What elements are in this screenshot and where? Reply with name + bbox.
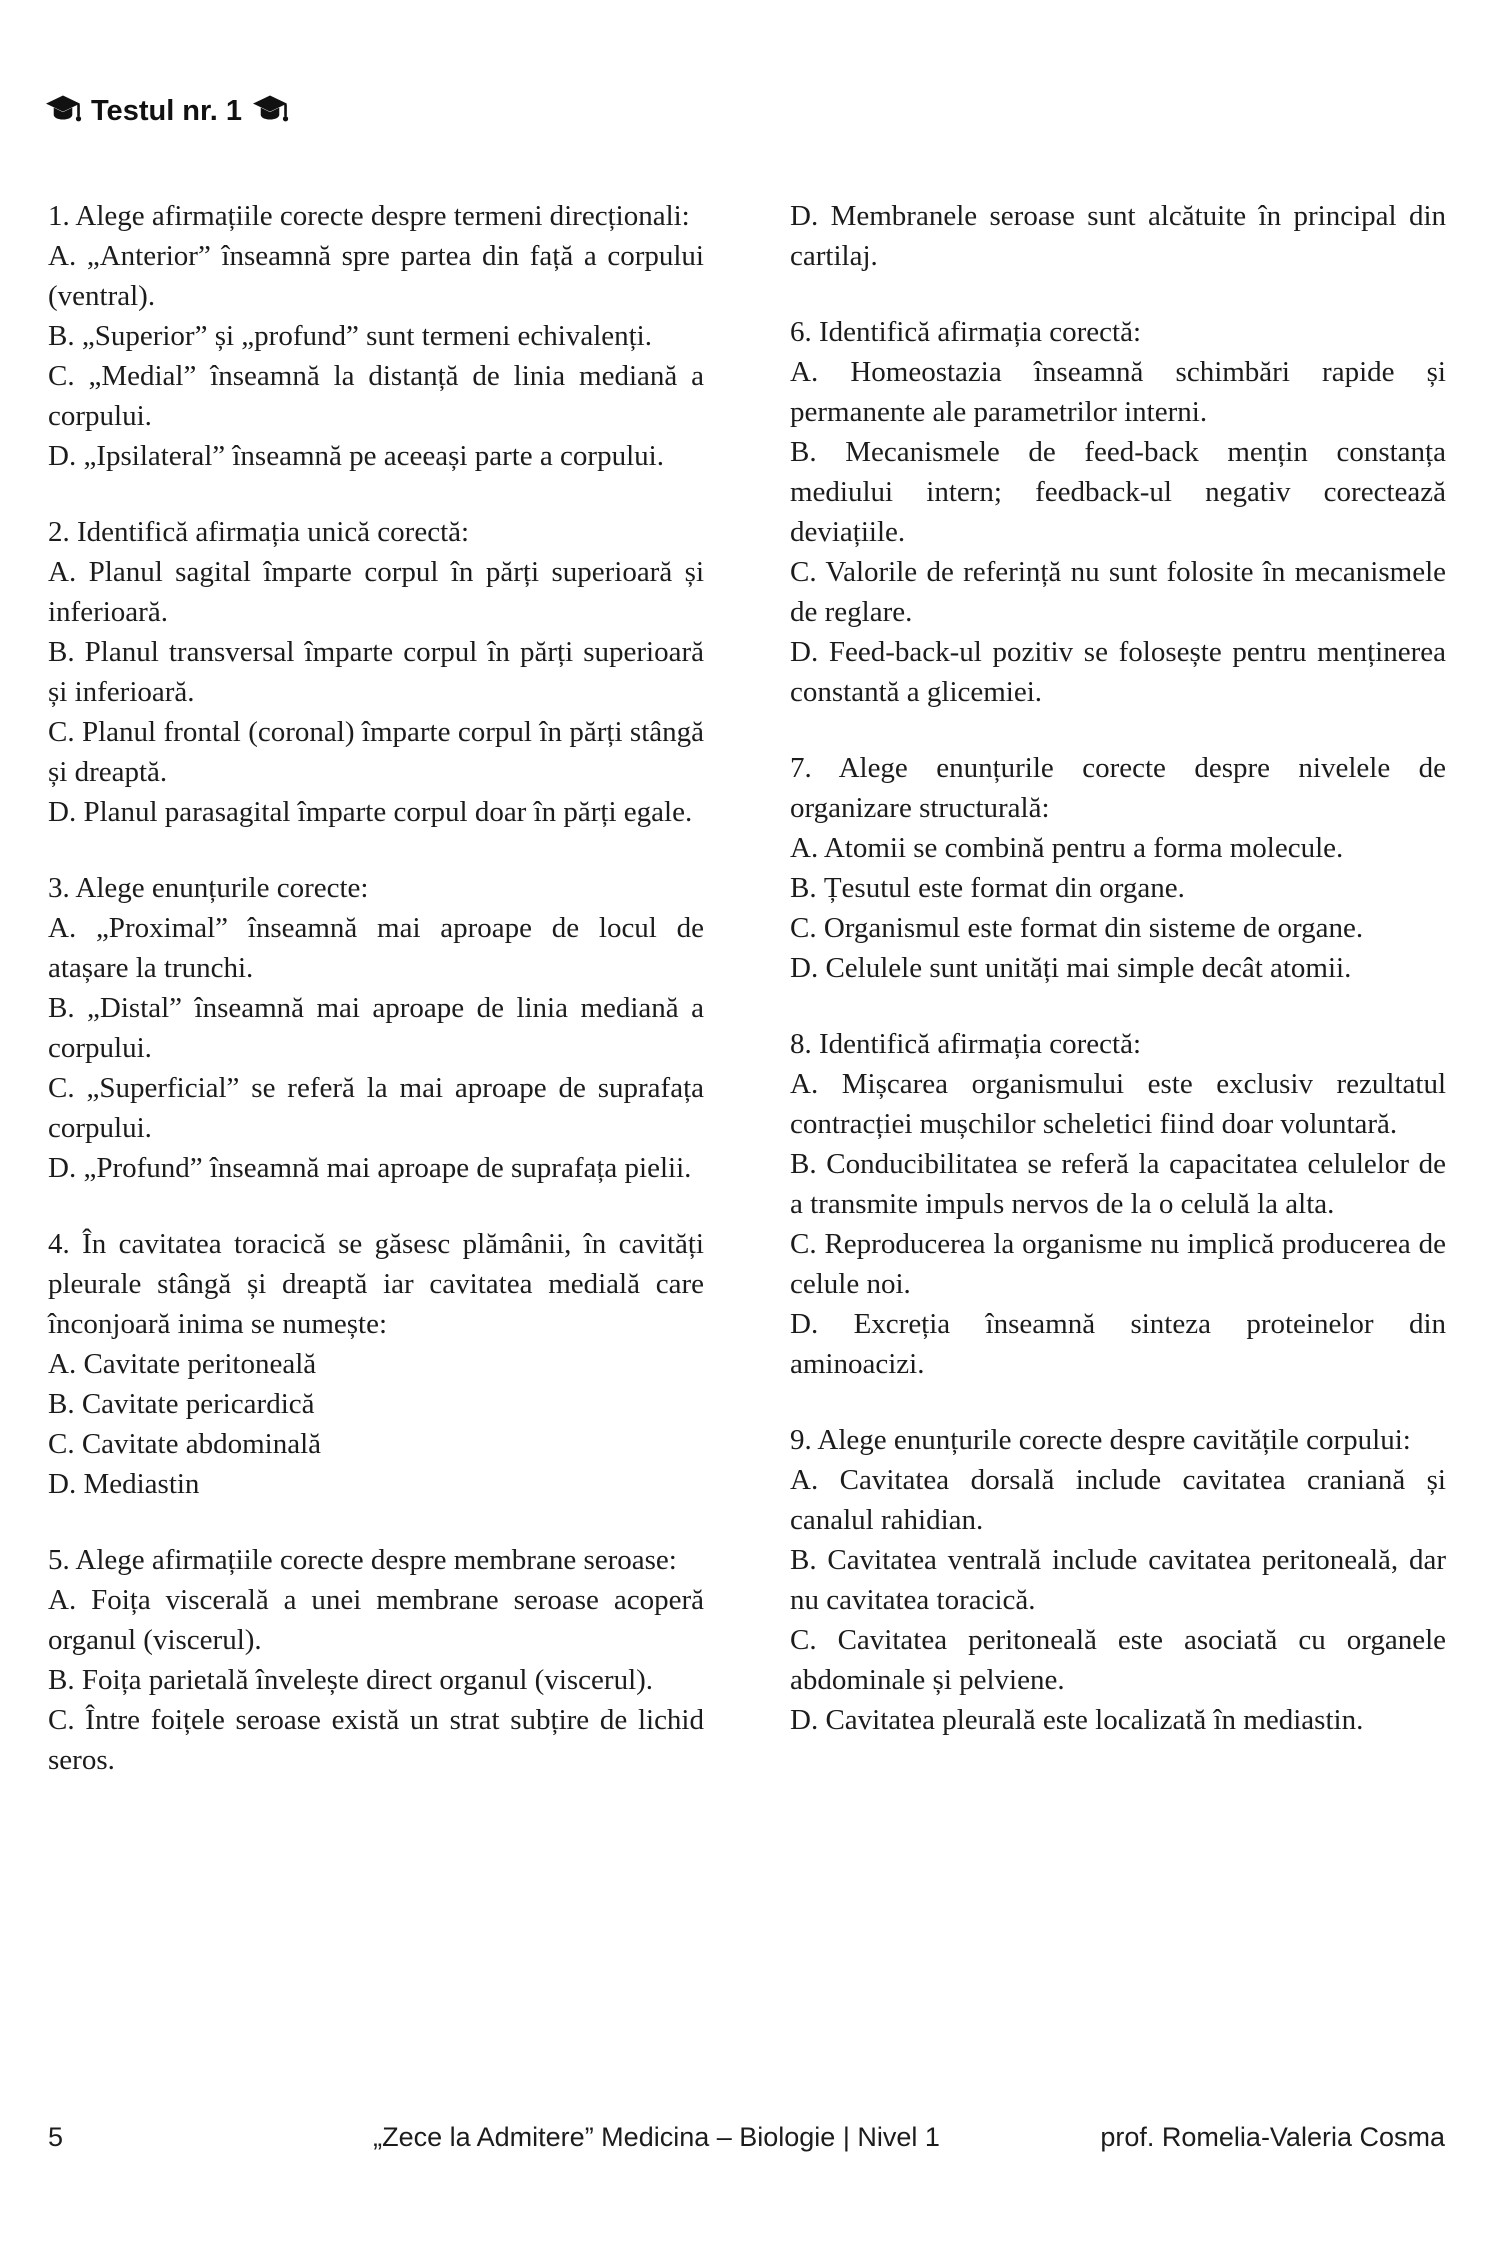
statement: D. Feed-back-ul pozitiv se folosește pentru menținerea constantă a glicemiei. bbox=[790, 636, 1446, 708]
statement: C. Planul frontal (coronal) împarte corpul în părți stângă și dreaptă. bbox=[48, 716, 704, 788]
page-footer bbox=[48, 2122, 1445, 2153]
statement: B. Țesutul este format din organe. bbox=[790, 872, 1185, 904]
statement: D. „Profund” înseamnă mai aproape de suprafața pielii. bbox=[48, 1152, 692, 1184]
statement: D. Membranele seroase sunt alcătuite în principal din cartilaj. bbox=[790, 200, 1446, 272]
statement: A. Mișcarea organismului este exclusiv rezultatul contracției mușchilor scheletici fiind doar voluntară. bbox=[790, 1068, 1446, 1140]
statement: B. Conducibilitatea se referă la capacitatea celulelor de a transmite impuls nervos de la o celulă la alta. bbox=[790, 1148, 1446, 1220]
statement: B. Mecanismele de feed-back mențin constanța mediului intern; feedback-ul negativ corectează deviațiile. bbox=[790, 436, 1446, 548]
question-block bbox=[790, 196, 1446, 276]
statement: 1. Alege afirmațiile corecte despre termeni direcționali: bbox=[48, 200, 690, 232]
page-header bbox=[44, 94, 289, 128]
statement: D. Planul parasagital împarte corpul doar în părți egale. bbox=[48, 796, 693, 828]
question-block bbox=[48, 196, 704, 476]
statement: B. Planul transversal împarte corpul în părți superioară și inferioară. bbox=[48, 636, 704, 708]
statement: A. „Proximal” înseamnă mai aproape de locul de atașare la trunchi. bbox=[48, 912, 704, 984]
statement: C. Cavitatea peritoneală este asociată cu organele abdominale și pelviene. bbox=[790, 1624, 1446, 1696]
question-block bbox=[790, 1024, 1446, 1384]
statement: 9. Alege enunțurile corecte despre cavitățile corpului: bbox=[790, 1424, 1411, 1456]
column-left bbox=[48, 196, 704, 1780]
statement: C. Reproducerea la organisme nu implică producerea de celule noi. bbox=[790, 1228, 1446, 1300]
statement: 4. În cavitatea toracică se găsesc plămânii, în cavități pleurale stângă și dreaptă iar cavitatea medială care înconjoară inima se numește: bbox=[48, 1228, 704, 1340]
question-block bbox=[790, 1420, 1446, 1740]
graduation-cap-icon bbox=[251, 94, 289, 128]
statement: A. Cavitatea dorsală include cavitatea craniană și canalul rahidian. bbox=[790, 1464, 1446, 1536]
statement: 7. Alege enunțurile corecte despre nivelele de organizare structurală: bbox=[790, 752, 1446, 824]
statement: 3. Alege enunțurile corecte: bbox=[48, 872, 369, 904]
statement: D. Cavitatea pleurală este localizată în mediastin. bbox=[790, 1704, 1364, 1736]
footer-title: „Zece la Admitere” Medicina – Biologie | Nivel 1 bbox=[373, 2122, 940, 2152]
statement: C. „Superficial” se referă la mai aproape de suprafața corpului. bbox=[48, 1072, 704, 1144]
statement: A. „Anterior” înseamnă spre partea din față a corpului (ventral). bbox=[48, 240, 704, 312]
question-block bbox=[790, 312, 1446, 712]
statement: 5. Alege afirmațiile corecte despre membrane seroase: bbox=[48, 1544, 677, 1576]
statement: D. Mediastin bbox=[48, 1468, 200, 1500]
statement: A. Foița viscerală a unei membrane seroase acoperă organul (viscerul). bbox=[48, 1584, 704, 1656]
statement: B. „Superior” și „profund” sunt termeni echivalenți. bbox=[48, 320, 652, 352]
statement: A. Planul sagital împarte corpul în părți superioară și inferioară. bbox=[48, 556, 704, 628]
question-block bbox=[48, 1540, 704, 1780]
page-number: 5 bbox=[48, 2122, 64, 2152]
statement: 2. Identifică afirmația unică corectă: bbox=[48, 516, 470, 548]
question-block bbox=[790, 748, 1446, 988]
statement: C. Între foițele seroase există un strat subțire de lichid seros. bbox=[48, 1704, 704, 1776]
statement: C. „Medial” înseamnă la distanță de linia mediană a corpului. bbox=[48, 360, 704, 432]
statement: D. Celulele sunt unități mai simple decât atomii. bbox=[790, 952, 1352, 984]
question-block bbox=[48, 512, 704, 832]
statement: 6. Identifică afirmația corectă: bbox=[790, 316, 1142, 348]
question-block bbox=[48, 1224, 704, 1504]
question-block bbox=[48, 868, 704, 1188]
statement: 8. Identifică afirmația corectă: bbox=[790, 1028, 1142, 1060]
statement: C. Cavitate abdominală bbox=[48, 1428, 322, 1460]
footer-author: prof. Romelia-Valeria Cosma bbox=[1100, 2122, 1445, 2152]
statement: C. Organismul este format din sisteme de organe. bbox=[790, 912, 1364, 944]
statement: D. Excreția înseamnă sinteza proteinelor din aminoacizi. bbox=[790, 1308, 1446, 1380]
statement: D. „Ipsilateral” înseamnă pe aceeași parte a corpului. bbox=[48, 440, 664, 472]
column-right bbox=[790, 196, 1446, 1740]
graduation-cap-icon bbox=[44, 94, 82, 128]
statement: B. Foița parietală învelește direct organul (viscerul). bbox=[48, 1664, 654, 1696]
page-title: Testul nr. 1 bbox=[91, 94, 242, 127]
statement: B. Cavitate pericardică bbox=[48, 1388, 315, 1420]
statement: B. „Distal” înseamnă mai aproape de linia mediană a corpului. bbox=[48, 992, 704, 1064]
statement: A. Cavitate peritoneală bbox=[48, 1348, 317, 1380]
statement: B. Cavitatea ventrală include cavitatea peritoneală, dar nu cavitatea toracică. bbox=[790, 1544, 1446, 1616]
statement: C. Valorile de referință nu sunt folosite în mecanismele de reglare. bbox=[790, 556, 1446, 628]
statement: A. Homeostazia înseamnă schimbări rapide și permanente ale parametrilor interni. bbox=[790, 356, 1446, 428]
statement: A. Atomii se combină pentru a forma molecule. bbox=[790, 832, 1344, 864]
